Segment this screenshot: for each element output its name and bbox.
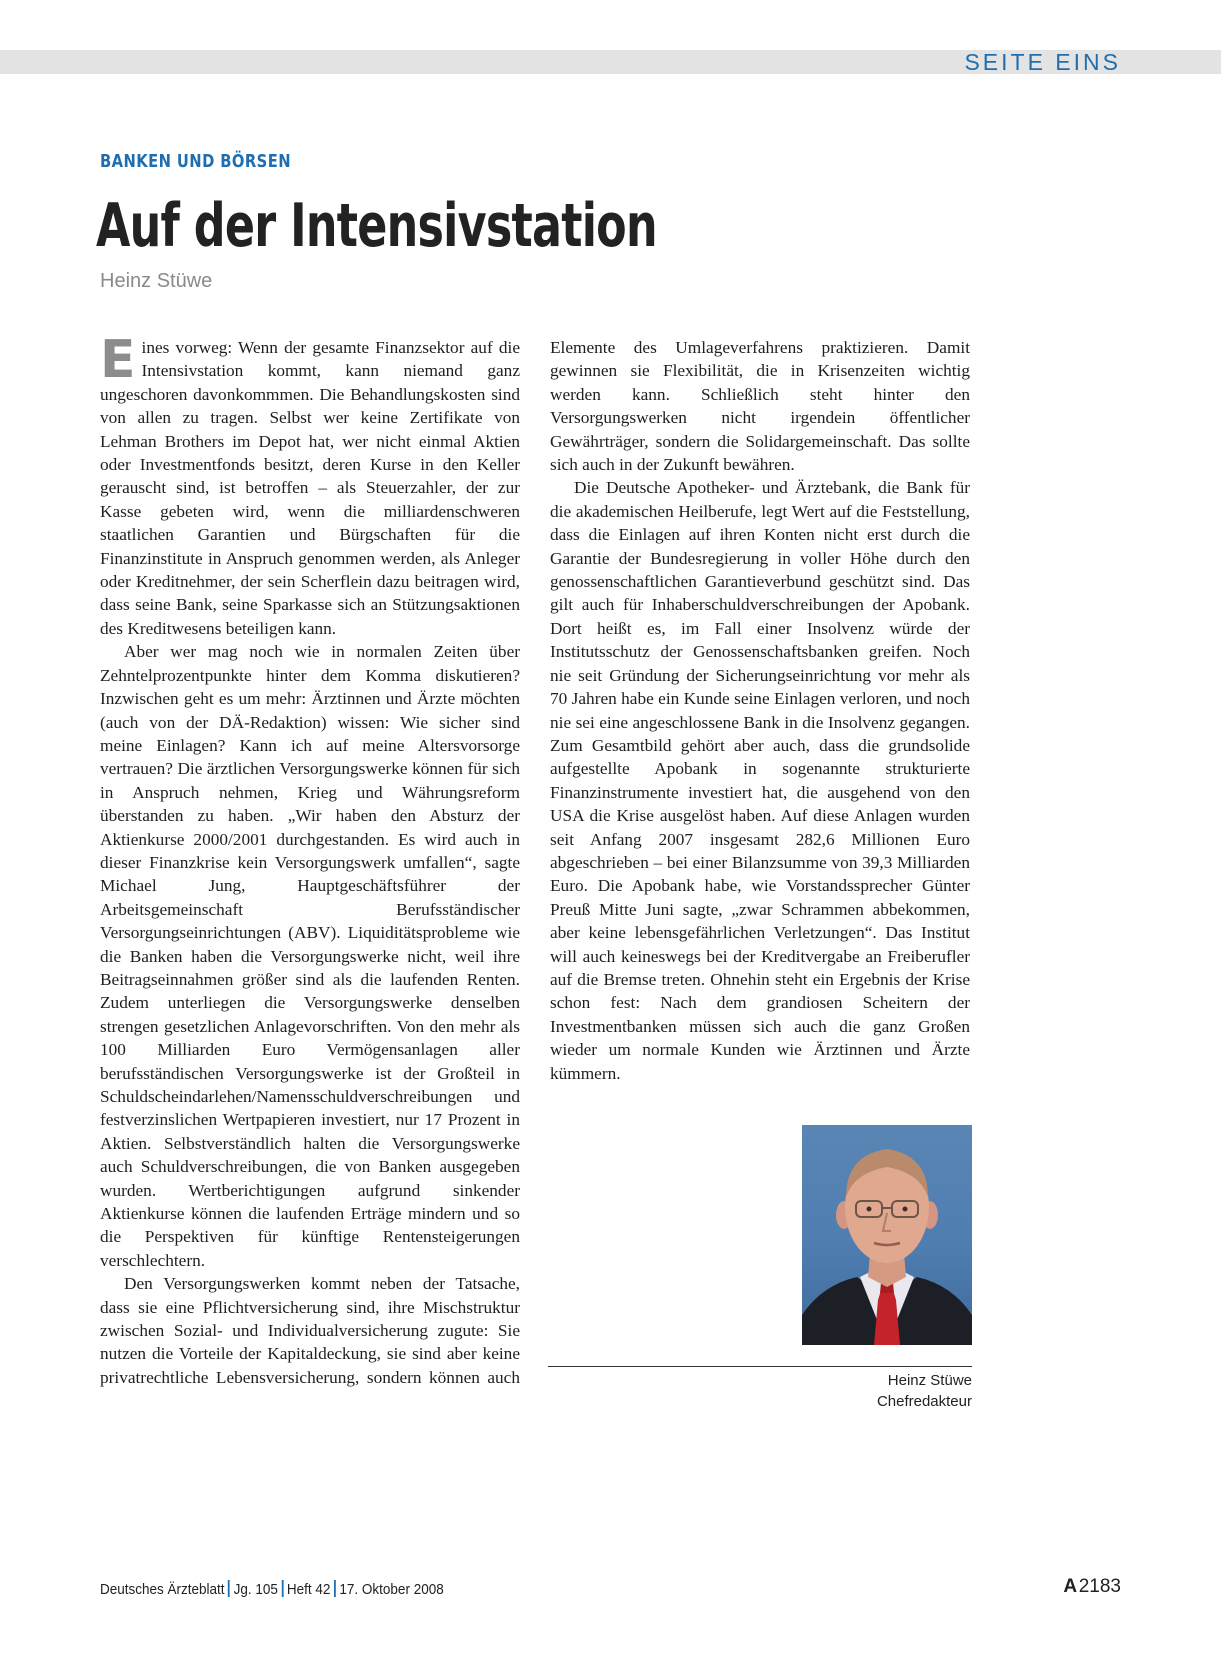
footer-volume: Jg. 105 (233, 1581, 278, 1598)
footer-journal: Deutsches Ärzteblatt (100, 1581, 225, 1598)
page-number (1063, 1576, 1121, 1598)
article-title: Auf der Intensivstation (96, 191, 657, 261)
footer-separator (228, 1580, 230, 1597)
footer-issue: Heft 42 (286, 1581, 331, 1598)
caption-rule (548, 1366, 972, 1367)
article-rubric: BANKEN UND BÖRSEN (100, 151, 291, 172)
footer-separator (334, 1580, 336, 1597)
article-paragraph: Die Deutsche Apotheker- und Ärztebank, die Bank für die akademischen Heilberufe, legt Wert auf die Feststellung, dass die Einlagen auf ihren Konten nicht erst durch die Garantie der Bundesregierung in voller Höhe durch den genossenschaftlichen Garantieverbund geschützt sind. Das gilt auch für Inhaberschuldverschreibungen der Apobank. Dort heißt es, im Fall einer Insolvenz würde der Institutsschutz der Genossenschaftsbanken greifen. Noch nie seit Gründung der Sicherungseinrichtung vor mehr als 70 Jahren habe ein Kunde seine Einlagen verloren, und noch nie sei eine angeschlossene Bank in die Insolvenz gegangen. Zum Gesamtbild gehört aber auch, dass die grundsolide aufgestellte Apobank in sogenannte strukturierte Finanzinstrumente investiert hat, die ausgehend von den USA die Krise ausgelöst haben. Auf diese Anlagen wurden seit Anfang 2007 insgesamt 282,6 Millionen Euro abgeschrieben – bei einer Bilanzsumme von 39,3 Milliarden Euro. Die Apobank habe, wie Vorstandssprecher Günter Preuß Mitte Juni sagte, „zwar Schrammen abbekommen, aber keine lebensgefährlichen Verletzungen“. Das Institut will auch keineswegs bei der Kreditvergabe an Freiberufler auf die Bremse treten. Ohnehin steht ein Ergebnis der Krise schon fest: Nach dem grandiosen Scheitern der Investmentbanken müssen sich auch die ganz Großen wieder um normale Kunden wie Ärztinnen und Ärzte kümmern. (550, 478, 970, 1083)
drop-cap: E (100, 330, 136, 390)
photo-caption (877, 1370, 972, 1412)
article-paragraph: Aber wer mag noch wie in normalen Zeiten über Zehntelprozentpunkte hinter dem Komma diskutieren? Inzwischen geht es um mehr: Ärztinnen und Ärzte möchten (auch von der DÄ-Redaktion) wissen: Wie sicher sind meine Einlagen? Kann ich auf meine Altersvorsorge vertrauen? Die ärztlichen Versorgungswerke können für sich in Anspruch nehmen, Krieg und Währungsreform überstanden zu haben. „Wir haben den Absturz der Aktienkurse 2000/2001 durchgestanden. Es wird auch in dieser Finanzkrise kein Versorgungswerk umfallen“, sagte Michael Jung, Hauptgeschäftsführer der Arbeitsgemeinschaft Berufsständischer Versorgungseinrichtungen (ABV). Liquiditätsprobleme wie die Banken haben die Versorgungswerke nicht, weil ihre Beitragseinnahmen größer sind als die laufenden Renten. Zudem unterliegen die Versorgungswerke denselben strengen gesetzlichen Anlagevorschriften. Von den mehr als 100 Milliarden Euro Vermögensanlagen aller berufsständischen Versorgungswerke ist der Großteil in Schuldscheindarlehen/Namensschuldverschreibungen und festverzinslichen Wertpapieren investiert, nur 17 Prozent in Aktien. Selbstverständlich halten die Versorgungswerke auch Schuldverschreibungen, die von Banken ausgegeben wurden. Wertberichtigungen aufgrund sinkender Aktienkurse können die laufenden Erträge mindern und so die Perspektiven für künftige Rentensteigerungen verschlechtern. (100, 642, 520, 1270)
footer-date: 17. Oktober 2008 (339, 1581, 444, 1598)
caption-role: Chefredakteur (876, 1393, 972, 1410)
footer-separator (281, 1580, 283, 1597)
caption-name: Heinz Stüwe (887, 1372, 972, 1389)
author-portrait (802, 1125, 972, 1345)
section-label: SEITE EINS (964, 49, 1121, 75)
page-prefix: A (1063, 1576, 1078, 1597)
article-paragraph: Den Versorgungswerken kommt neben der Tatsache, dass sie eine Pflichtversicherung sind, ihre Mischstruktur zwischen Sozial- und Individualversicherung zugute: Sie nutzen die Vorteile der Kapitaldeckung, sie sind aber keine privatrechtliche Lebensversicherung, sondern können auch Elemente des Umlageverfahrens praktizieren. Damit gewinnen sie Flexibilität, die in Krisenzeiten wichtig werden kann. Schließlich steht hinter den Versorgungswerken nicht irgendein öffentlicher Gewährträger, sondern die Solidargemeinschaft. Das sollte sich auch in der Zukunft bewähren. (100, 338, 970, 1387)
article-author: Heinz Stüwe (100, 270, 213, 292)
page-number-value: 2183 (1078, 1576, 1121, 1597)
article-paragraph: Eines vorweg: Wenn der gesamte Finanzsektor auf die Intensivstation kommt, kann niemand ganz ungeschoren davonkommmen. Die Behandlungskosten sind von allen zu tragen. Selbst wer keine Zertifikate von Lehman Brothers im Depot hat, wer nicht einmal Aktien oder Investmentfonds besitzt, deren Kurse in den Keller gerauscht sind, ist betroffen – als Steuerzahler, der zur Kasse gebeten wird, wenn die milliardenschweren staatlichen Garantien und Bürgschaften für die Finanzinstitute in Anspruch genommen werden, als Anleger oder Kreditnehmer, der sein Scherflein dazu beitragen wird, dass seine Bank, seine Sparkasse sich an Stützungsaktionen des Kreditwesens beteiligen kann. (100, 330, 520, 638)
footer-citation (100, 1580, 444, 1598)
